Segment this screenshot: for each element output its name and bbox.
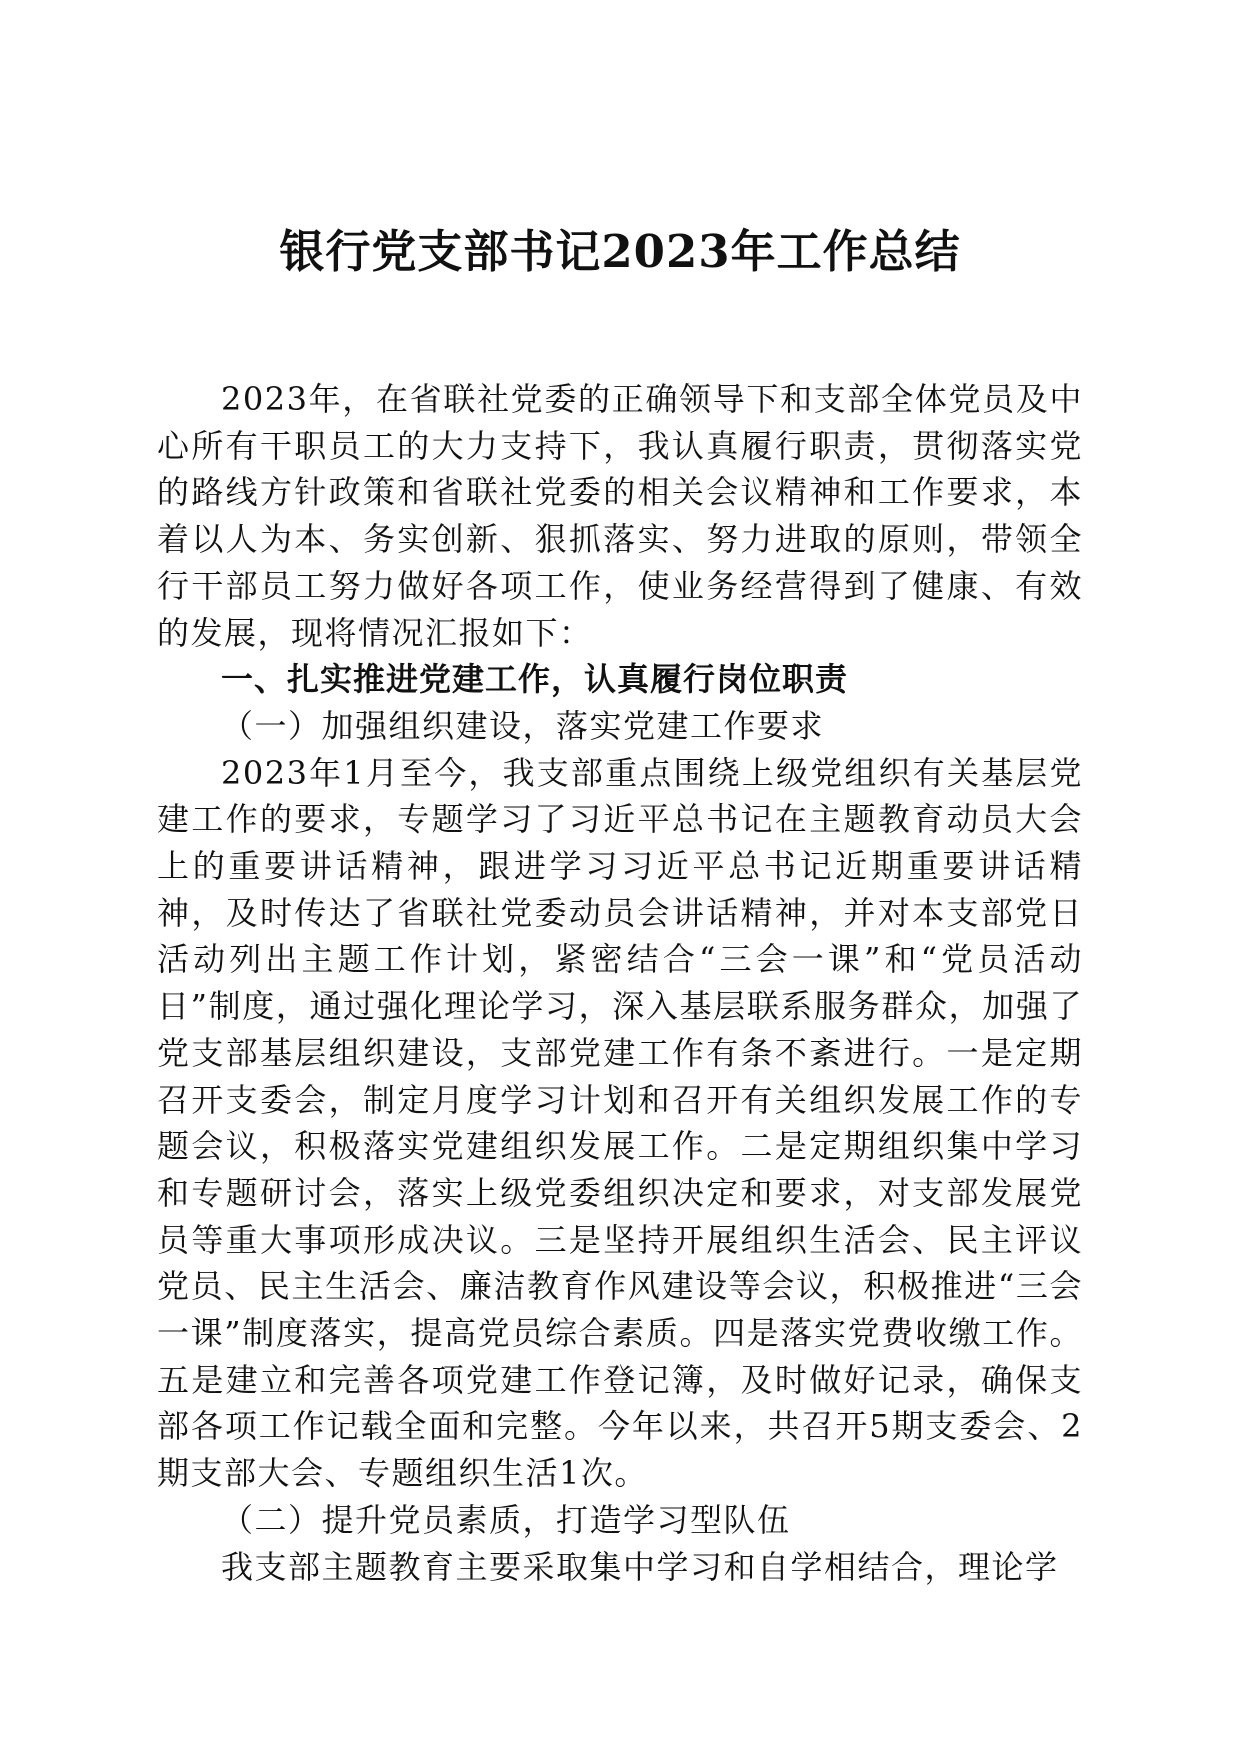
section-heading-1: 一、扎实推进党建工作，认真履行岗位职责 [221, 660, 849, 699]
body-paragraph-2: 我支部主题教育主要采取集中学习和自学相结合，理论学 [221, 1547, 1059, 1586]
subsection-heading-2: （二）提升党员素质，打造学习型队伍 [221, 1500, 791, 1539]
document-title: 银行党支部书记2023年工作总结 [279, 225, 961, 278]
document-body [157, 376, 1083, 1590]
body-paragraph-1: 2023年1月至今，我支部重点围绕上级党组织有关基层党建工作的要求，专题学习了习近平总书记在主题教育动员大会上的重要讲话精神，跟进学习习近平总书记近期重要讲话精神，及时传达了省联社党委动员会讲话精神，并对本支部党日活动列出主题工作计划，紧密结合“三会一课”和“党员活动日”制度，通过强化理论学习，深入基层联系服务群众，加强了党支部基层组织建设，支部党建工作有条不紊进行。一是定期召开支委会，制定月度学习计划和召开有关组织发展工作的专题会议，积极落实党建组织发展工作。二是定期组织集中学习和专题研讨会，落实上级党委组织决定和要求，对支部发展党员等重大事项形成决议。三是坚持开展组织生活会、民主评议党员、民主生活会、廉洁教育作风建设等会议，积极推进“三会一课”制度落实，提高党员综合素质。四是落实党费收缴工作。五是建立和完善各项党建工作登记簿，及时做好记录，确保支部各项工作记载全面和完整。今年以来，共召开5期支委会、2期支部大会、专题组织生活1次。 [157, 753, 1083, 1493]
intro-paragraph: 2023年，在省联社党委的正确领导下和支部全体党员及中心所有干职员工的大力支持下，我认真履行职责，贯彻落实党的路线方针政策和省联社党委的相关会议精神和工作要求，本着以人为本、务实创新、狠抓落实、努力进取的原则，带领全行干部员工努力做好各项工作，使业务经营得到了健康、有效的发展，现将情况汇报如下： [157, 380, 1083, 652]
subsection-heading-1: （一）加强组织建设，落实党建工作要求 [221, 706, 825, 745]
